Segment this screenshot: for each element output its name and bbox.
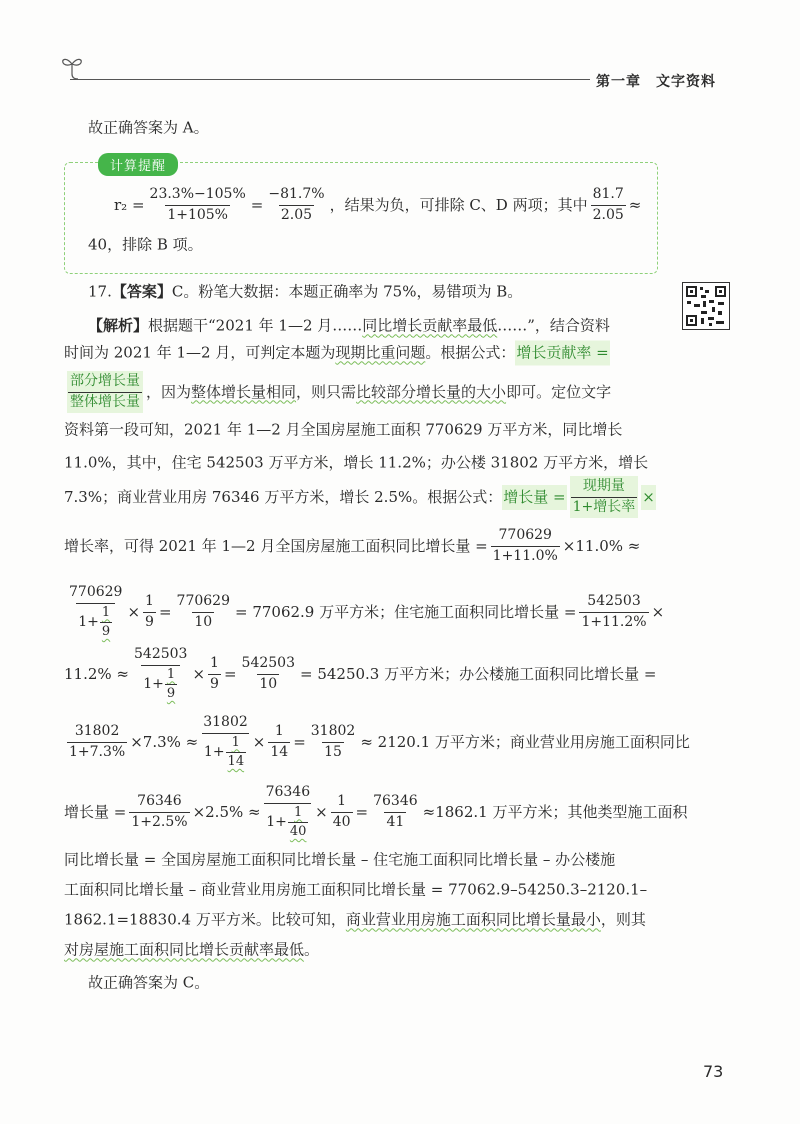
qr-code-icon — [682, 282, 730, 330]
fraction — [132, 646, 189, 702]
fraction-numerator: 770629 — [69, 584, 123, 600]
explanation-line — [64, 584, 664, 640]
fraction — [129, 793, 189, 831]
explanation-line — [64, 420, 622, 441]
explanation-line — [64, 341, 610, 366]
explanation-line — [64, 527, 640, 565]
fraction — [240, 655, 297, 693]
key-phrase: 比较部分增长量的大小 — [356, 382, 507, 401]
fraction — [165, 667, 177, 703]
fraction-numerator: 31802 — [310, 723, 356, 739]
key-phrase: 对房屋施工面积同比增长贡献率最低 — [64, 940, 305, 959]
text-segment: = — [158, 602, 172, 621]
explanation-line — [64, 371, 611, 413]
text-segment: ……”，结合资料 — [497, 316, 610, 335]
fraction-denominator — [202, 733, 249, 771]
explanation-line — [64, 940, 319, 961]
text-segment: ×2.5% ≈ — [192, 802, 261, 821]
text-segment: 11.0%，其中，住宅 542503 万平方米，增长 11.2%；办公楼 31802 万平方米，增长 — [64, 453, 649, 472]
fraction-denominator: 1+2.5% — [131, 813, 188, 830]
explanation-line — [64, 880, 647, 901]
header-rule — [70, 79, 590, 80]
text-segment: 11.2% ≈ — [64, 664, 129, 683]
fraction-numerator: 23.3%−105% — [149, 186, 246, 202]
fraction — [264, 784, 313, 840]
text-segment: 40，排除 B 项。 — [88, 235, 203, 254]
text-segment: = — [293, 732, 306, 751]
highlighted-formula-fraction — [67, 371, 143, 413]
section-label: 【解析】 — [88, 316, 149, 335]
fraction-denominator: 41 — [386, 813, 405, 830]
fraction-denominator: 9 — [145, 613, 154, 630]
text-segment: 1862.1=18830.4 万平方米。比较可知， — [64, 910, 346, 929]
calculation-tip-badge: 计算提醒 — [98, 153, 178, 176]
fraction-numerator: 部分增长量 — [70, 373, 140, 389]
fraction — [288, 805, 309, 841]
fraction-numerator: −81.7% — [268, 186, 325, 202]
fraction-numerator: 1 — [274, 723, 284, 739]
denominator-prefix: 1+ — [203, 743, 225, 760]
fraction-denominator: 2.05 — [280, 206, 313, 223]
fraction-denominator: 1+11.2% — [581, 613, 647, 630]
section-label: 【答案】 — [111, 282, 172, 301]
explanation-line — [64, 784, 687, 840]
fraction — [309, 723, 358, 761]
text-segment: 根据题干“2021 年 1—2 月…… — [148, 316, 363, 335]
key-phrase: 同比增长贡献率最低 — [362, 316, 498, 335]
fraction — [208, 655, 221, 693]
highlighted-formula: × — [641, 485, 656, 510]
fraction-numerator: 81.7 — [592, 186, 624, 202]
fraction-numerator: 1 — [210, 655, 219, 671]
explanation-line — [88, 282, 522, 303]
text-segment: ，则其 — [600, 910, 646, 929]
fraction-numerator: 1 — [101, 604, 111, 620]
fraction — [67, 584, 124, 640]
text-segment: ×7.3% ≈ — [130, 732, 199, 751]
tip-line — [114, 186, 641, 224]
fraction-denominator — [264, 803, 311, 841]
text-segment: 工面积同比增长量 – 商业营业用房施工面积同比增长量 = 77062.9–54250.3–2120.1– — [64, 880, 648, 899]
fraction-denominator: 9 — [166, 685, 176, 701]
text-segment: ≈1862.1 万平方米；其他类型施工面积 — [422, 802, 688, 821]
fraction — [266, 186, 326, 224]
text-segment: × — [127, 602, 141, 621]
fraction-numerator: 76346 — [373, 793, 418, 809]
fraction-denominator: 9 — [210, 675, 219, 692]
fraction — [226, 735, 247, 771]
text-segment: ≈ 2120.1 万平方米；商业营业用房施工面积同比 — [360, 732, 690, 751]
text-segment: × — [192, 664, 206, 683]
text-segment: = 77062.9 万平方米；住宅施工面积同比增长量 = — [234, 602, 577, 621]
text-segment: ，结果为负，可排除 C、D 两项；其中 — [329, 195, 588, 214]
fraction — [67, 723, 127, 761]
text-segment: × — [315, 802, 328, 821]
fraction-numerator: 31802 — [203, 714, 248, 730]
explanation-line — [64, 646, 656, 702]
text-segment: ×11.0% ≈ — [562, 536, 641, 555]
text-segment: 增长率，可得 2021 年 1—2 月全国房屋施工面积同比增长量 = — [64, 536, 488, 555]
fraction-denominator: 10 — [194, 613, 213, 630]
fraction-numerator: 770629 — [176, 593, 230, 609]
text-segment: r₂ = — [114, 195, 145, 214]
explanation-line — [88, 316, 610, 337]
fraction-numerator: 76346 — [137, 793, 182, 809]
text-segment: C。粉笔大数据：本题正确率为 75%，易错项为 B。 — [171, 282, 523, 301]
text-segment: ≈ — [628, 195, 642, 214]
fraction-denominator: 40 — [332, 813, 351, 830]
text-segment: 。根据公式： — [425, 343, 516, 362]
fraction — [201, 714, 250, 770]
key-phrase: 整体增长量相同 — [191, 382, 297, 401]
fraction — [371, 793, 420, 831]
text-segment: 17. — [88, 282, 112, 301]
text-segment: 时间为 2021 年 1—2 月，可判定本题为 — [64, 343, 336, 362]
fraction-numerator: 1 — [337, 793, 347, 809]
chapter-title: 第一章 文字资料 — [596, 74, 716, 90]
fraction-numerator: 1 — [166, 666, 176, 682]
fraction-denominator: 40 — [289, 823, 307, 839]
text-segment: 增长量 = — [64, 802, 127, 821]
fraction-denominator: 14 — [270, 743, 289, 760]
denominator-prefix: 1+ — [143, 675, 164, 692]
text-segment: × — [252, 732, 266, 751]
fraction-denominator — [141, 665, 180, 703]
text-segment: 。 — [304, 940, 320, 959]
fraction-denominator: 15 — [324, 743, 342, 760]
denominator-prefix: 1+ — [78, 613, 99, 630]
fraction-denominator — [76, 603, 115, 641]
fraction — [148, 186, 248, 224]
fraction-numerator: 76346 — [265, 784, 311, 800]
page-number: 73 — [703, 1062, 724, 1081]
answer-a: 故正确答案为 A。 — [88, 118, 209, 137]
fraction — [591, 186, 626, 224]
explanation-line — [64, 910, 646, 931]
fraction-denominator: 10 — [259, 675, 278, 692]
text-segment: 7.3%；商业营业用房 76346 万平方米，增长 2.5%。根据公式： — [64, 487, 503, 506]
fraction-numerator: 1 — [231, 734, 240, 750]
explanation-line — [64, 714, 690, 770]
text-segment: = — [355, 802, 369, 821]
text-segment: 即可。定位文字 — [506, 382, 612, 401]
key-phrase: 现期比重问题 — [335, 343, 426, 362]
fraction — [143, 593, 156, 631]
denominator-prefix: 1+ — [266, 813, 287, 830]
fraction-denominator: 14 — [227, 753, 245, 769]
fraction — [491, 527, 560, 565]
answer-c: 故正确答案为 C。 — [88, 973, 210, 992]
fraction-numerator: 542503 — [241, 655, 295, 671]
fraction-denominator: 1+增长率 — [572, 498, 636, 515]
fraction-numerator: 现期量 — [582, 478, 625, 494]
fraction-denominator: 2.05 — [592, 206, 624, 223]
text-segment: 资料第一段可知，2021 年 1—2 月全国房屋施工面积 770629 万平方米，同比增长 — [64, 420, 623, 439]
fraction — [268, 723, 290, 761]
fraction-numerator: 1 — [294, 804, 303, 820]
fraction-numerator: 542503 — [134, 646, 188, 662]
fraction-numerator: 542503 — [587, 593, 641, 609]
text-segment: × — [651, 602, 665, 621]
explanation-line — [64, 453, 648, 474]
key-phrase: 商业营业用房施工面积同比增长量最小 — [345, 910, 601, 929]
text-segment: = 54250.3 万平方米；办公楼施工面积同比增长量 = — [299, 664, 657, 683]
fraction-denominator: 9 — [101, 623, 111, 639]
fraction-denominator: 1+7.3% — [69, 743, 126, 760]
fraction — [100, 605, 112, 641]
fraction-denominator: 整体增长量 — [70, 393, 140, 410]
fraction — [331, 793, 353, 831]
tip-line — [88, 235, 203, 256]
fraction-denominator: 1+11.0% — [492, 547, 558, 564]
text-segment: = — [223, 664, 237, 683]
highlighted-formula-fraction — [570, 476, 639, 518]
highlighted-formula: 增长贡献率 = — [515, 341, 609, 366]
explanation-line — [64, 476, 656, 518]
text-segment: = — [250, 195, 264, 214]
explanation-line — [64, 850, 615, 871]
text-segment: ，因为 — [146, 382, 192, 401]
fraction — [175, 593, 232, 631]
fraction-numerator: 31802 — [74, 723, 120, 739]
text-segment: ，则只需 — [296, 382, 357, 401]
fraction — [579, 593, 648, 631]
fraction-numerator: 1 — [145, 593, 154, 609]
highlighted-formula: 增长量 = — [502, 485, 566, 510]
fraction-denominator: 1+105% — [167, 206, 228, 223]
fraction-numerator: 770629 — [498, 527, 552, 543]
text-segment: 同比增长量 = 全国房屋施工面积同比增长量 – 住宅施工面积同比增长量 – 办公楼施 — [64, 850, 616, 869]
